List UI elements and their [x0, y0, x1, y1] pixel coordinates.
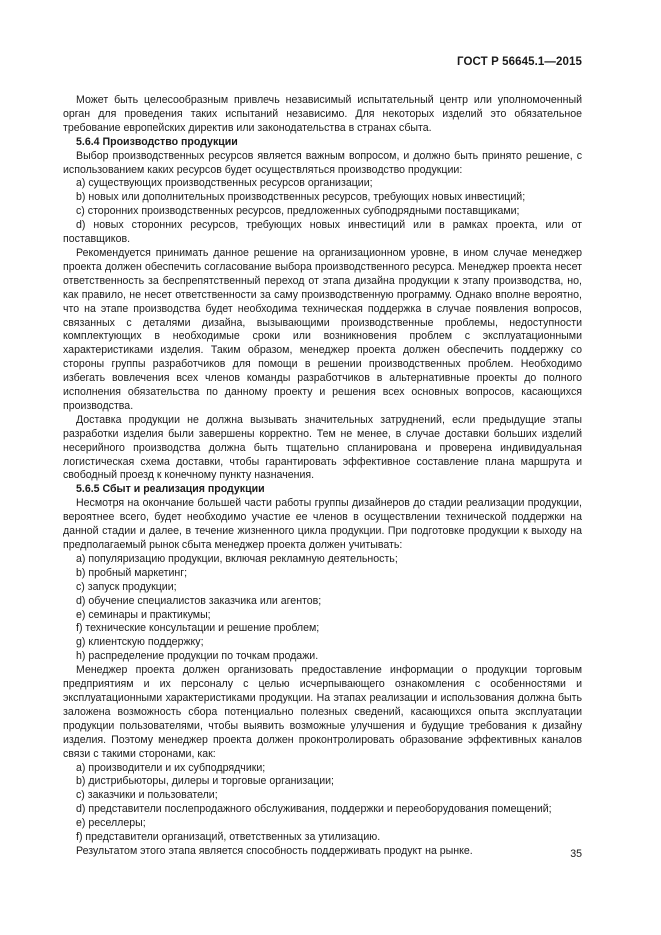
list-item: a) производители и их субподрядчики; [76, 761, 266, 774]
list-item: f) представители организаций, ответственных за утилизацию. [76, 831, 381, 844]
section-heading-5-6-4: 5.6.4 Производство продукции [76, 135, 238, 148]
page-number: 35 [570, 848, 582, 860]
paragraph: Менеджер проекта должен организовать предоставление информации о продукции торговым предприятиям и их персоналу с целью исчерпывающего ознакомления с особенностями и эксплуатационными характеристиками продукции. На этапах реализации и использования должна быть заложена возможность сбора потенциально полезных сведений, касающихся опыта эксплуатации продукции пользователями, чтобы выявить возможные улучшения и будущие требования к дизайну изделия. Поэтому менеджер проекта должен проконтролировать образование эффективных каналов связи с такими сторонами, как: [63, 664, 582, 760]
list-item: b) новых или дополнительных производственных ресурсов, требующих новых инвестиций; [76, 191, 526, 204]
paragraph: Может быть целесообразным привлечь независимый испытательный центр или уполномоченный орган для проведения таких испытаний независимо. Для некоторых изделий это обязательное требование европейских директив или законодательства в странах сбыта. [63, 94, 582, 134]
list-item: d) новых сторонних ресурсов, требующих новых инвестиций или в рамках проекта, или от поставщиков. [63, 219, 582, 246]
paragraph: Доставка продукции не должна вызывать значительных затруднений, если предыдущие этапы разработки изделия были завершены корректно. Тем не менее, в случае доставки больших изделий несерийного производства должна быть тщательно спланирована и проверена индивидуальная логистическая схема доставки, чтобы гарантировать эффективное составление плана маршрута и свободный проезд к конечному пункту назначения. [63, 413, 582, 482]
paragraph: Рекомендуется принимать данное решение на организационном уровне, в ином случае менеджер проекта должен обеспечить согласование выбора производственного ресурса. Менеджер проекта несет ответственность за беспрепятственный переход от этапа дизайна продукции к этапу производства, но, как правило, не несет ответственности за саму производственную программу. Однако вполне вероятно, что на этапе производства будет необходима техническая поддержка в случае появления вопросов, связанных с деталями дизайна, вызывающими производственные проблемы, недоступности комплектующих в необходимые сроки или возникновения проблем с эксплуатационными характеристиками изделия. Таким образом, менеджер проекта должен обеспечить поддержку со стороны группы разработчиков для помощи в решении производственных проблем. Необходимо избегать вовлечения всех членов команды разработчиков в альтернативные проекты до полного исполнения обязательства по данному проекту и решения всех основных вопросов, касающихся производства. [63, 246, 582, 412]
list-item: e) реселлеры; [76, 817, 146, 830]
list-item: g) клиентскую поддержку; [76, 636, 204, 649]
list-item: c) сторонних производственных ресурсов, предложенных субподрядными поставщиками; [76, 205, 520, 218]
list-item: d) представители послепродажного обслуживания, поддержки и переоборудования помещений; [76, 803, 552, 816]
list-item: a) популяризацию продукции, включая рекламную деятельность; [76, 552, 398, 565]
section-heading-5-6-5: 5.6.5 Сбыт и реализация продукции [76, 483, 265, 496]
document-body [63, 94, 582, 859]
list-item: h) распределение продукции по точкам продажи. [76, 650, 319, 663]
list-item: f) технические консультации и решение проблем; [76, 622, 320, 635]
list-item: c) заказчики и пользователи; [76, 789, 218, 802]
paragraph: Выбор производственных ресурсов является важным вопросом, и должно быть принято решение, с использованием каких ресурсов будет осуществляться производство продукции: [63, 149, 582, 176]
paragraph: Несмотря на окончание большей части работы группы дизайнеров до стадии реализации продукции, вероятнее всего, будет необходимо участие ее членов в осуществлении технической поддержки на данной стадии и далее, в течение жизненного цикла продукции. При подготовке продукции к выходу на предполагаемый рынок сбыта менеджер проекта должен учитывать: [63, 497, 582, 551]
standard-header: ГОСТ Р 56645.1—2015 [457, 56, 582, 68]
list-item: e) семинары и практикумы; [76, 608, 211, 621]
list-item: b) пробный маркетинг; [76, 566, 188, 579]
list-item: d) обучение специалистов заказчика или агентов; [76, 594, 322, 607]
list-item: a) существующих производственных ресурсов организации; [76, 177, 373, 190]
list-item: c) запуск продукции; [76, 580, 177, 593]
list-item: b) дистрибьюторы, дилеры и торговые организации; [76, 775, 335, 788]
paragraph: Результатом этого этапа является способность поддерживать продукт на рынке. [76, 844, 473, 857]
